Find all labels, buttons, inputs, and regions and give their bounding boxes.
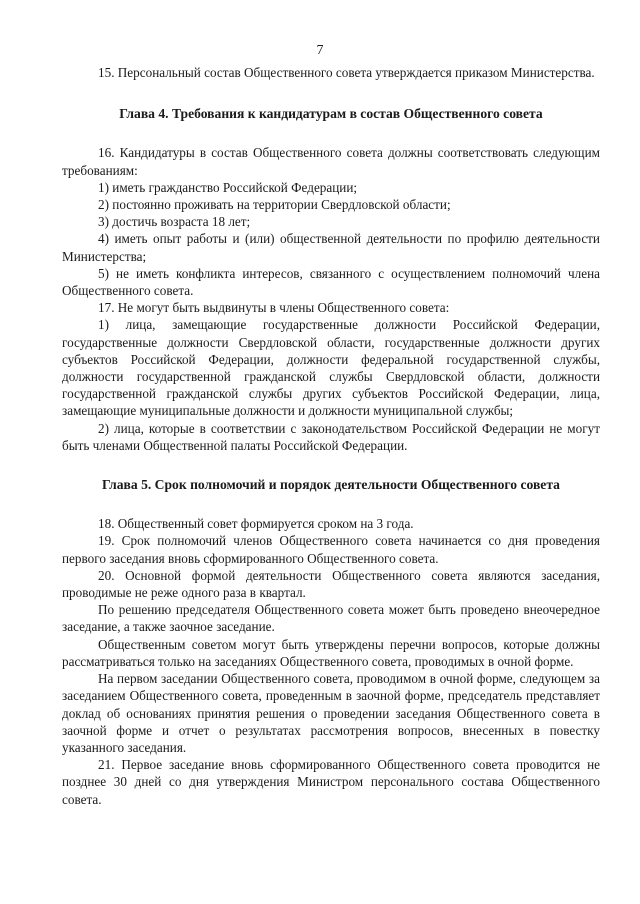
paragraph-18: 18. Общественный совет формируется сроком на 3 года. — [98, 516, 414, 532]
document-body — [62, 64, 600, 808]
chapter-4-title: Глава 4. Требования к кандидатурам в состав Общественного совета — [119, 106, 543, 122]
requirement-item: 5) не иметь конфликта интересов, связанного с осуществлением полномочий члена Общественного совета. — [62, 265, 600, 299]
page-number: 7 — [316, 43, 324, 58]
paragraph-17: 17. Не могут быть выдвинуты в члены Общественного совета: — [98, 300, 450, 316]
paragraph-question-lists: Общественным советом могут быть утверждены перечни вопросов, которые должны рассматриваться только на заседаниях Общественного совета, проводимых в очной форме. — [62, 636, 600, 669]
requirement-item: 3) достичь возраста 18 лет; — [98, 214, 251, 230]
requirement-item: 2) постоянно проживать на территории Свердловской области; — [98, 197, 451, 213]
paragraph-20: 20. Основной формой деятельности Общественного совета являются заседания, проводимые не реже одного раза в квартал. — [62, 567, 600, 601]
paragraph-first-in-person-meeting: На первом заседании Общественного совета, проводимом в очной форме, следующем за заседанием Общественного совета, проведенным в заочной форме, председатель представляет доклад об основаниях принятия решения о проведении заседания Общественного совета в заочной форме и отчет о результатах рассмотрения вопросов, внесенных в повестку указанного заседания. — [62, 671, 600, 755]
requirement-item: 4) иметь опыт работы и (или) общественной деятельности по профилю деятельности Министерства; — [62, 231, 600, 264]
paragraph-extraordinary-meeting: По решению председателя Общественного совета может быть проведено внеочередное заседание, а также заочное заседание. — [62, 602, 600, 635]
paragraph-19: 19. Срок полномочий членов Общественного совета начинается со дня проведения первого заседания вновь сформированного Общественного совета. — [62, 533, 600, 566]
exclusion-item: 2) лица, которые в соответствии с законодательством Российской Федерации не могут быть членами Общественной палаты Российской Федерации. — [62, 420, 600, 453]
paragraph-15: 15. Персональный состав Общественного совета утверждается приказом Министерства. — [98, 65, 595, 80]
paragraph-21: 21. Первое заседание вновь сформированного Общественного совета проводится не позднее 30 дней со дня утверждения Министром персонального состава Общественного совета. — [62, 757, 600, 807]
paragraph-16: 16. Кандидатуры в состав Общественного совета должны соответствовать следующим требованиям: — [62, 145, 600, 178]
requirement-item: 1) иметь гражданство Российской Федерации; — [98, 179, 358, 195]
chapter-5-title: Глава 5. Срок полномочий и порядок деятельности Общественного совета — [102, 477, 560, 493]
exclusion-item: 1) лица, замещающие государственные должности Российской Федерации, государственные должности Свердловской области, государственные должности других субъектов Российской Федерации, должности федеральной государственной службы, должности государственной гражданской службы Свердловской области, должности государственной гражданской службы других субъектов Российской Федерации, лица, замещающие муниципальные должности и должности муниципальной службы; — [62, 317, 600, 419]
